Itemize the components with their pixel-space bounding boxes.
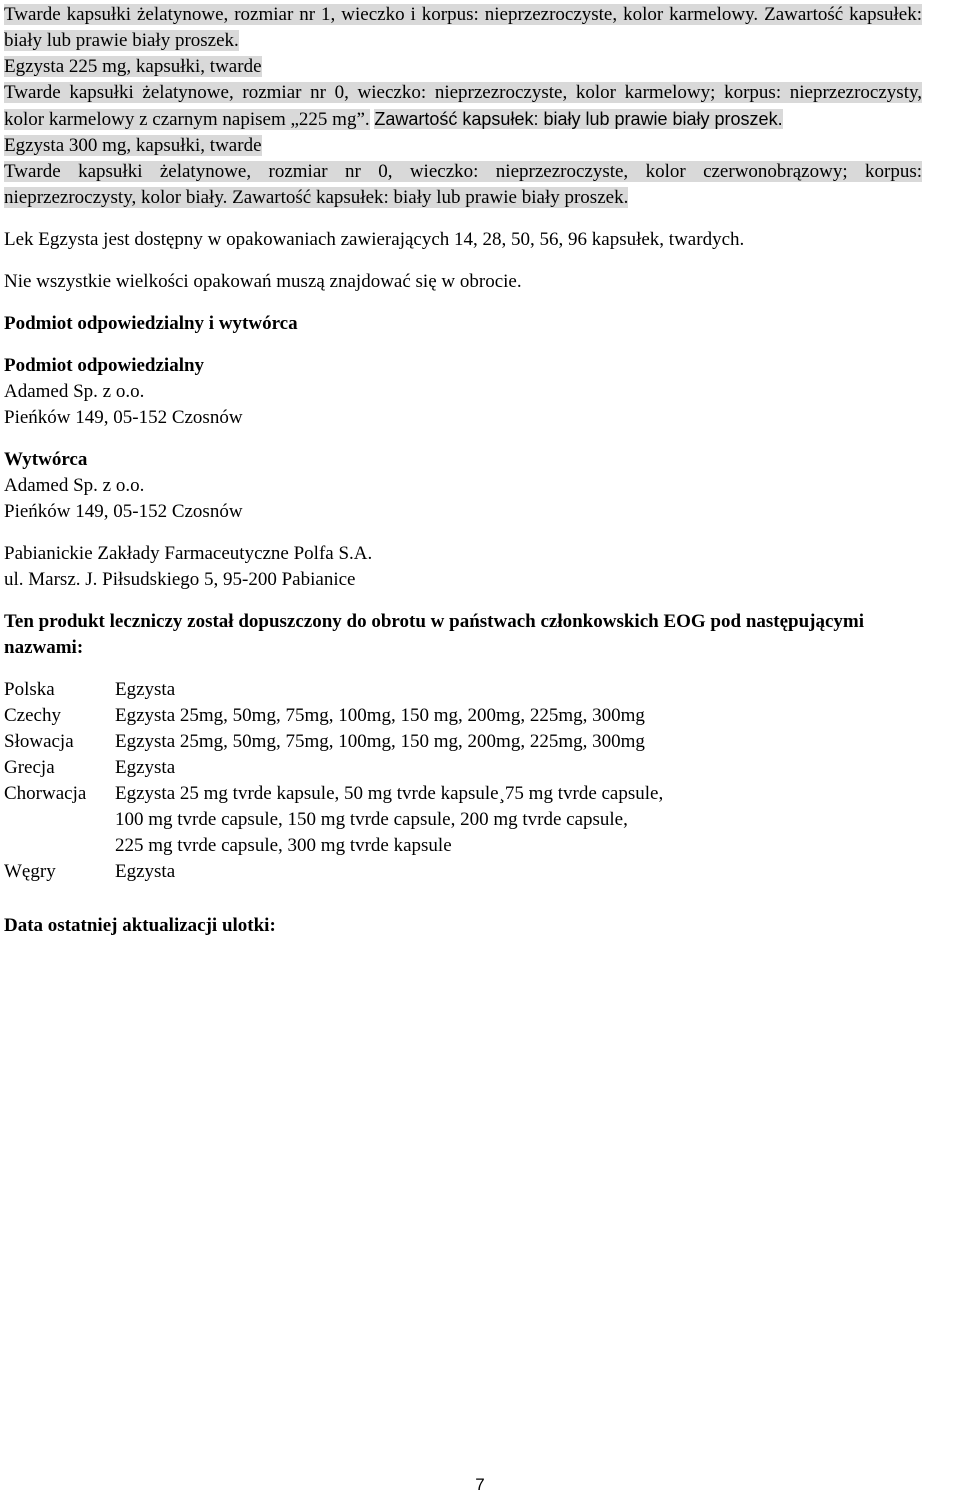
capsule-300mg-description: Twarde kapsułki żelatynowe, rozmiar nr 0, wieczko: nieprzezroczyste, kolor czerwonobrązowy; korpus: nieprzezroczysty, kolor biały. Zawartość kapsułek: biały lub prawie biały proszek. <box>4 161 922 208</box>
manufacturer-address-2: ul. Marsz. J. Piłsudskiego 5, 95-200 Pabianice <box>4 569 356 590</box>
mah-title: Podmiot odpowiedzialny <box>4 355 205 376</box>
manufacturer-name-2: Pabianickie Zakłady Farmaceutyczne Polfa S.A. <box>4 543 373 564</box>
package-sizes: Lek Egzysta jest dostępny w opakowaniach zawierających 14, 28, 50, 56, 96 kapsułek, twardych. <box>4 229 745 250</box>
product-name-cell: Egzysta 25 mg tvrde kapsule, 50 mg tvrde kapsule¸75 mg tvrde capsule, 100 mg tvrde capsule, 150 mg tvrde capsule, 200 mg tvrde capsule, 225 mg tvrde capsule, 300 mg tvrde kapsule <box>115 783 664 856</box>
egzysta-225-heading: Egzysta 225 mg, kapsułki, twarde <box>4 56 262 77</box>
country-cell: Czechy <box>4 705 61 726</box>
product-name-cell: Egzysta <box>115 679 176 700</box>
manufacturer-address-1: Pieńków 149, 05-152 Czosnów <box>4 501 243 522</box>
product-name-cell: Egzysta 25mg, 50mg, 75mg, 100mg, 150 mg, 200mg, 225mg, 300mg <box>115 731 645 752</box>
highlighted-section <box>4 0 922 211</box>
product-name-cell: Egzysta <box>115 861 176 882</box>
manufacturer-title: Wytwórca <box>4 449 88 470</box>
country-cell: Polska <box>4 679 55 700</box>
section-title-mah-manufacturer: Podmiot odpowiedzialny i wytwórca <box>4 313 298 334</box>
country-cell: Słowacja <box>4 731 74 752</box>
product-name-cell: Egzysta 25mg, 50mg, 75mg, 100mg, 150 mg, 200mg, 225mg, 300mg <box>115 705 645 726</box>
manufacturer-name-1: Adamed Sp. z o.o. <box>4 475 145 496</box>
availability-note: Nie wszystkie wielkości opakowań muszą znajdować się w obrocie. <box>4 271 522 292</box>
country-cell: Węgry <box>4 861 56 882</box>
last-update-label: Data ostatniej aktualizacji ulotki: <box>4 915 276 936</box>
document-page <box>4 0 922 939</box>
page-number: 7 <box>475 1475 485 1494</box>
capsule-225mg-content: Zawartość kapsułek: biały lub prawie biały proszek. <box>374 109 783 129</box>
country-names-table <box>4 677 922 885</box>
capsule-100mg-description: Twarde kapsułki żelatynowe, rozmiar nr 1, wieczko i korpus: nieprzezroczyste, kolor karmelowy. Zawartość kapsułek: biały lub prawie biały proszek. <box>4 4 922 51</box>
product-name-cell: Egzysta <box>115 757 176 778</box>
capsule-225mg-description: Twarde kapsułki żelatynowe, rozmiar nr 0, wieczko: nieprzezroczyste, kolor karmelowy; korpus: nieprzezroczysty, kolor karmelowy z czarnym napisem „225 mg”. <box>4 82 922 130</box>
eog-title: Ten produkt leczniczy został dopuszczony do obrotu w państwach członkowskich EOG pod następującymi nazwami: <box>4 611 865 658</box>
country-cell: Grecja <box>4 757 55 778</box>
mah-address: Pieńków 149, 05-152 Czosnów <box>4 407 243 428</box>
country-cell: Chorwacja <box>4 783 87 804</box>
egzysta-300-heading: Egzysta 300 mg, kapsułki, twarde <box>4 135 262 156</box>
mah-name: Adamed Sp. z o.o. <box>4 381 145 402</box>
